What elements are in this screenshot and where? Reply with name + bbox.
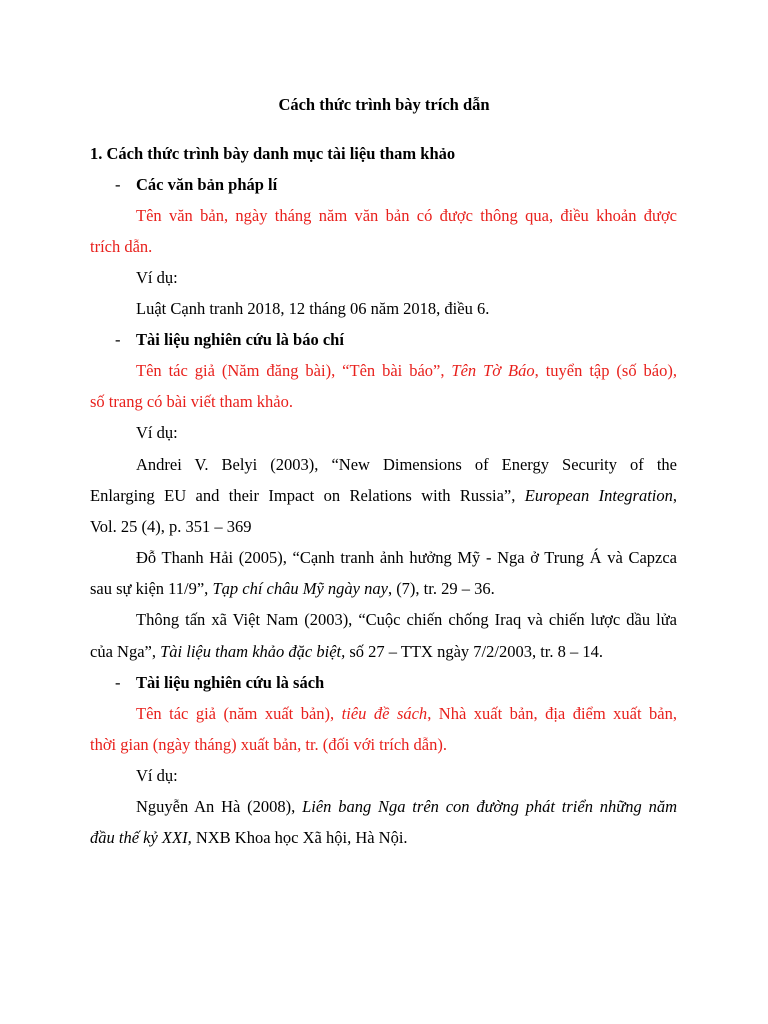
document-title: Cách thức trình bày trích dẫn (278, 95, 490, 114)
press-example-line: Thông tấn xã Việt Nam (2003), “Cuộc chiến chống Iraq và chiến lược dầu lửa (136, 610, 677, 629)
press-format-italic: Tên Tờ Báo (451, 361, 535, 380)
press-example-text: Enlarging EU and their Impact on Relations with Russia”, (90, 486, 525, 505)
legal-example: Luật Cạnh tranh 2018, 12 tháng 06 năm 2018, điều 6. (136, 299, 490, 318)
bullet-dash: - (115, 175, 121, 194)
press-example-line: Đỗ Thanh Hải (2005), “Cạnh tranh ảnh hưởng Mỹ - Nga ở Trung Á và Capzca (136, 548, 677, 567)
press-heading: Tài liệu nghiên cứu là báo chí (136, 330, 344, 349)
press-example-text: sau sự kiện 11/9”, (90, 579, 213, 598)
book-heading: Tài liệu nghiên cứu là sách (136, 673, 325, 692)
book-format-italic: tiêu đề sách (341, 704, 428, 723)
press-example-line (90, 485, 677, 507)
book-format-text: , Nhà xuất bản, địa điểm xuất bản, (427, 704, 678, 723)
example-label: Ví dụ: (136, 423, 178, 442)
press-format-line (136, 360, 677, 382)
book-example-italic: Liên bang Nga trên con đường phát triển những năm (302, 797, 677, 816)
press-example-text: số 27 – TTX ngày 7/2/2003, tr. 8 – 14. (345, 642, 603, 661)
book-format-text: Tên tác giả (năm xuất bản), (136, 704, 342, 723)
press-example-italic: European Integration (524, 486, 673, 505)
press-example-italic: Tài liệu tham khảo đặc biệt, (160, 642, 346, 661)
section-heading: 1. Cách thức trình bày danh mục tài liệu tham khảo (90, 144, 456, 163)
press-example-line (90, 578, 495, 600)
press-example-text: , (7), tr. 29 – 36. (387, 579, 495, 598)
press-format-text: Tên tác giả (Năm đăng bài), “Tên bài báo”, (136, 361, 452, 380)
book-format-line (136, 703, 677, 725)
book-example-text: NXB Khoa học Xã hội, Hà Nội. (191, 828, 408, 847)
example-label: Ví dụ: (136, 766, 178, 785)
press-example-text: của Nga”, (90, 642, 161, 661)
legal-format-line: trích dẫn. (90, 237, 153, 256)
press-example-line: Vol. 25 (4), p. 351 – 369 (90, 517, 252, 536)
press-example-text: , (672, 486, 678, 505)
press-example-line: Andrei V. Belyi (2003), “New Dimensions of Energy Security of the (136, 455, 677, 474)
press-format-text: , tuyển tập (số báo), (534, 361, 677, 380)
legal-heading: Các văn bản pháp lí (136, 175, 278, 194)
press-example-italic: Tạp chí châu Mỹ ngày nay (212, 579, 388, 598)
book-format-line: thời gian (ngày tháng) xuất bản, tr. (đối với trích dẫn). (90, 735, 447, 754)
example-label: Ví dụ: (136, 268, 178, 287)
book-example-line (136, 796, 677, 818)
bullet-dash: - (115, 673, 121, 692)
book-example-italic: đầu thế kỷ XXI, (90, 828, 192, 847)
press-example-line (90, 641, 603, 663)
legal-format-line: Tên văn bản, ngày tháng năm văn bản có được thông qua, điều khoản được (136, 206, 677, 225)
book-example-line (90, 827, 408, 849)
book-example-text: Nguyễn An Hà (2008), (136, 797, 303, 816)
press-format-line: số trang có bài viết tham khảo. (90, 392, 293, 411)
bullet-dash: - (115, 330, 121, 349)
